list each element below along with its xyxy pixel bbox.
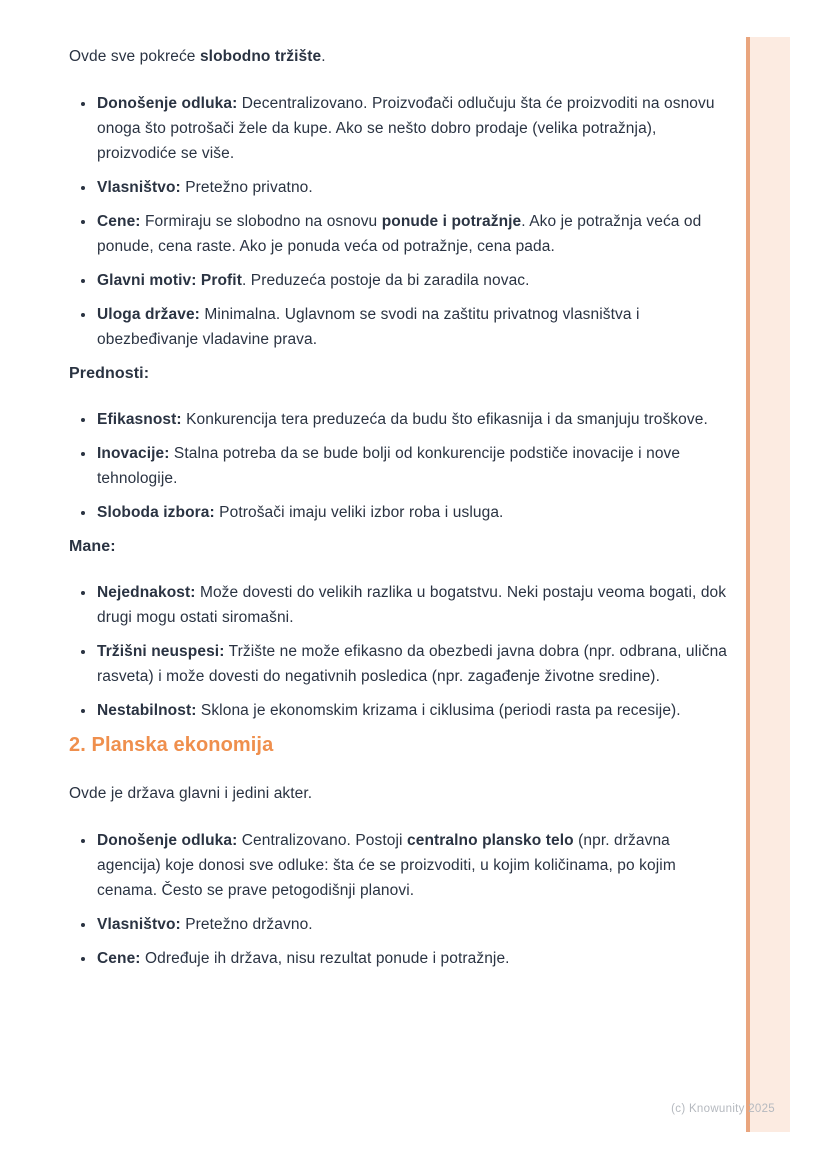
text-run: Ovde sve pokreće xyxy=(69,48,200,65)
text-run: . Preduzeća postoje da bi zaradila novac. xyxy=(241,272,530,289)
bold-text: Cene: xyxy=(97,213,141,230)
text-run: Minimalna. Uglavnom se svodi na zaštitu privatnog vlasništva i obezbeđivanje vladavine prava. xyxy=(97,306,640,348)
text-run: Tržište ne može efikasno da obezbedi javna dobra (npr. odbrana, ulična rasveta) i može dovesti do negativnih posledica (npr. zagađenje životne sredine). xyxy=(97,643,728,685)
list-item xyxy=(96,441,733,491)
bullet-list xyxy=(69,828,733,971)
copyright-footer: (c) Knowunity 2025 xyxy=(671,1103,775,1115)
list-item xyxy=(96,639,733,689)
text-run: . Ako je potražnja veća od ponude, cena raste. Ako je ponuda veća od potražnje, cena pada. xyxy=(97,213,702,255)
section-heading xyxy=(69,732,733,758)
paragraph xyxy=(69,44,733,69)
bold-text: Mane: xyxy=(69,538,116,555)
bold-text: Glavni motiv: Profit xyxy=(97,272,242,289)
text-run: Formiraju se slobodno na osnovu xyxy=(140,213,382,230)
bold-text: Nejednakost: xyxy=(97,584,196,601)
bold-text: Tržišni neuspesi: xyxy=(97,643,225,660)
text-run: (npr. državna agencija) koje donosi sve odluke: šta će se proizvoditi, u kojim količinama, po kojim cenama. Često se prave petogodišnji planovi. xyxy=(97,832,676,899)
list-item xyxy=(96,302,733,352)
bold-text: Uloga države: xyxy=(97,306,200,323)
bullet-list xyxy=(69,91,733,352)
bold-text: Cene: xyxy=(97,950,141,967)
list-item xyxy=(96,91,733,166)
subsection-heading xyxy=(69,534,733,559)
list-item xyxy=(96,946,733,971)
text-run: Decentralizovano. Proizvođači odlučuju šta će proizvoditi na osnovu onoga što potrošači žele da kupe. Ako se nešto dobro prodaje (velika potražnja), proizvodiće se više. xyxy=(97,95,715,162)
subsection-heading xyxy=(69,361,733,386)
bold-text: Nestabilnost: xyxy=(97,702,197,719)
bold-text: Prednosti: xyxy=(69,365,150,382)
text-run: Može dovesti do velikih razlika u bogatstvu. Neki postaju veoma bogati, dok drugi mogu ostati siromašni. xyxy=(97,584,727,626)
list-item xyxy=(96,580,733,630)
text-run: Potrošači imaju veliki izbor roba i usluga. xyxy=(214,504,504,521)
bold-text: Inovacije: xyxy=(97,445,170,462)
text-run: Ovde je država glavni i jedini akter. xyxy=(69,785,313,802)
list-item xyxy=(96,268,733,293)
list-item xyxy=(96,500,733,525)
list-item xyxy=(96,698,733,723)
text-run: Sklona je ekonomskim krizama i ciklusima (periodi rasta pa recesije). xyxy=(196,702,681,719)
list-item xyxy=(96,828,733,903)
bold-text: centralno plansko telo xyxy=(407,832,574,849)
bold-text: Efikasnost: xyxy=(97,411,182,428)
bullet-list xyxy=(69,580,733,723)
bold-text: slobodno tržište xyxy=(199,48,322,65)
text-run: Stalna potreba da se bude bolji od konkurencije podstiče inovacije i nove tehnologije. xyxy=(97,445,681,487)
page-edge-stripe xyxy=(746,37,790,1132)
list-item xyxy=(96,209,733,259)
text-run: Konkurencija tera preduzeća da budu što efikasnija i da smanjuju troškove. xyxy=(181,411,708,428)
paragraph xyxy=(69,781,733,806)
bold-text: Vlasništvo: xyxy=(97,179,181,196)
list-item xyxy=(96,407,733,432)
text-run: Određuje ih država, nisu rezultat ponude i potražnje. xyxy=(140,950,510,967)
document-content xyxy=(69,44,733,980)
list-item xyxy=(96,912,733,937)
bullet-list xyxy=(69,407,733,525)
text-run: . xyxy=(321,48,326,65)
bold-text: ponude i potražnje xyxy=(381,213,522,230)
text-run: 2. Planska ekonomija xyxy=(69,734,274,756)
list-item xyxy=(96,175,733,200)
bold-text: Donošenje odluka: xyxy=(97,832,238,849)
text-run: Pretežno privatno. xyxy=(180,179,313,196)
text-run: Pretežno državno. xyxy=(180,916,313,933)
bold-text: Vlasništvo: xyxy=(97,916,181,933)
bold-text: Donošenje odluka: xyxy=(97,95,238,112)
text-run: Centralizovano. Postoji xyxy=(237,832,407,849)
bold-text: Sloboda izbora: xyxy=(97,504,215,521)
